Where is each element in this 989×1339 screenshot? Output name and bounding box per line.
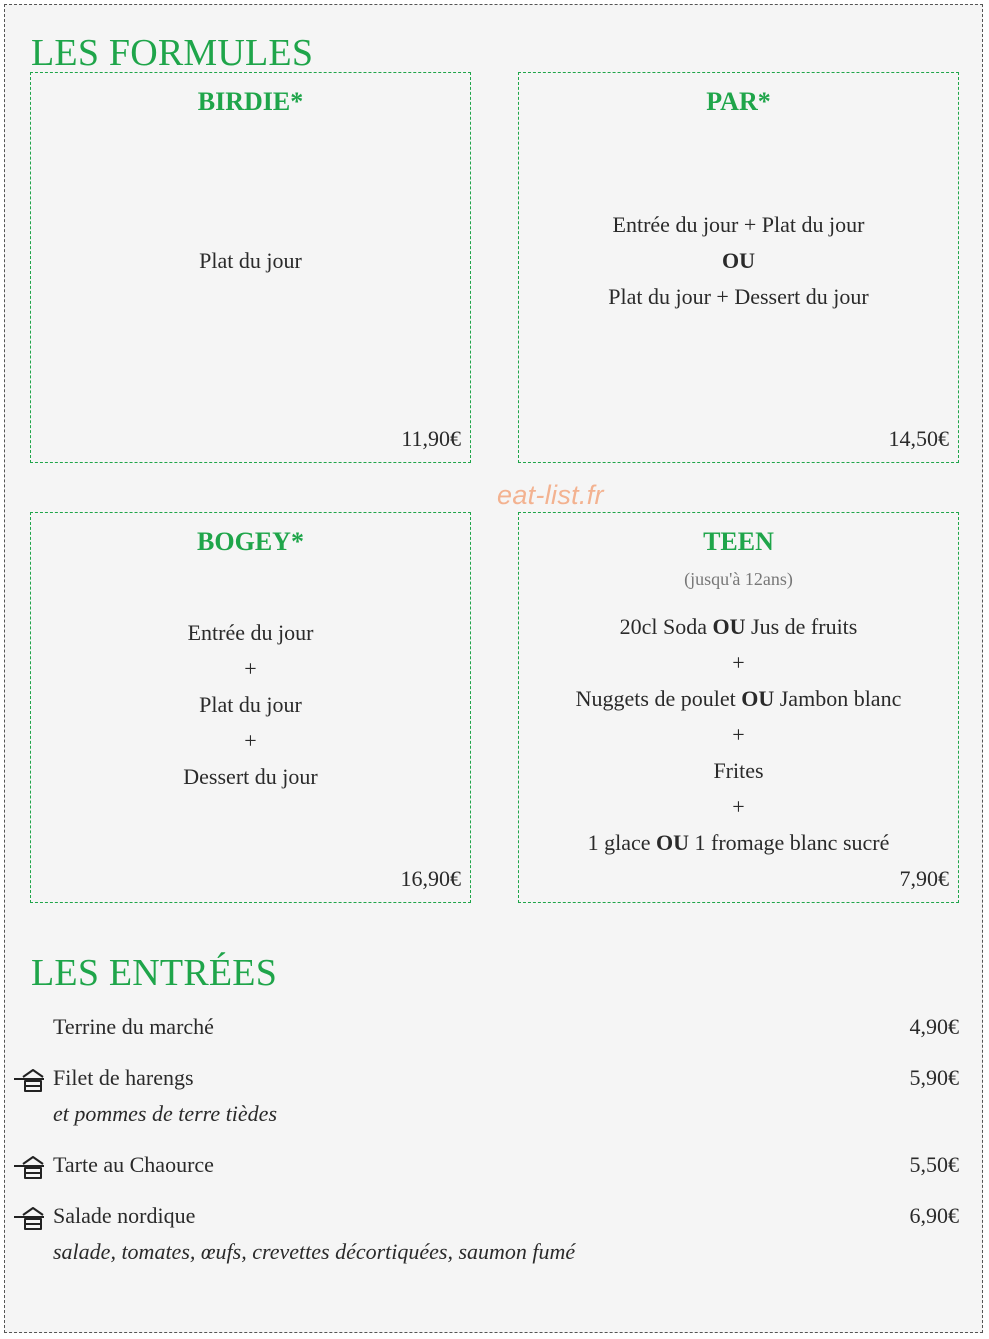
formule-description [519,609,958,861]
menu-item-description: et pommes de terre tièdes [53,1101,278,1126]
formule-name: PAR* [706,87,771,116]
or-keyword: OU [741,686,775,711]
formule-line: 20cl Soda OU Jus de fruits [619,614,858,639]
menu-page [4,4,983,1333]
menu-item-price: 5,90€ [909,1065,959,1090]
formule-line: + [732,650,745,675]
watermark: eat-list.fr [497,480,604,510]
formule-line: Plat du jour [199,692,302,717]
formule-name: BIRDIE* [197,87,304,116]
entrees-section-title: LES ENTRÉES [31,952,278,994]
formule-name: BOGEY* [197,527,304,556]
menu-item-price: 6,90€ [909,1203,959,1228]
formule-line: Dessert du jour [183,764,318,789]
formule-line: + [732,722,745,747]
or-keyword: OU [656,830,690,855]
formule-line: + [244,656,257,681]
house-icon [13,1205,45,1231]
formule-price: 11,90€ [401,426,461,451]
formules-section-title: LES FORMULES [31,32,314,74]
formule-card-par [518,72,959,463]
formule-line: + [732,794,745,819]
menu-item-name: Filet de harengs [53,1065,194,1090]
menu-item-price: 5,50€ [909,1152,959,1177]
house-icon [13,1067,45,1093]
formule-name: TEEN [703,527,774,556]
formule-line: Plat du jour + Dessert du jour [608,284,869,309]
formule-line: Nuggets de poulet OU Jambon blanc [575,686,902,711]
formule-description [519,207,958,315]
formule-line: Plat du jour [199,248,302,273]
or-keyword: OU [722,248,755,273]
menu-item-price: 4,90€ [909,1014,959,1039]
menu-item-description: salade, tomates, œufs, crevettes décortiquées, saumon fumé [53,1239,576,1264]
formule-card-birdie [30,72,471,463]
formule-card-bogey [30,512,471,903]
formule-line: Entrée du jour + Plat du jour [612,212,865,237]
formule-description [31,615,470,795]
formule-line: + [244,728,257,753]
or-keyword: OU [712,614,746,639]
formule-subtitle: (jusqu'à 12ans) [684,569,793,589]
menu-item-name: Terrine du marché [53,1014,214,1039]
formule-line: Frites [713,758,764,783]
formule-line [519,243,958,279]
formule-price: 16,90€ [400,866,461,891]
formule-line: Entrée du jour [187,620,314,645]
house-icon [13,1154,45,1180]
menu-item-name: Tarte au Chaource [53,1152,214,1177]
formule-price: 7,90€ [899,866,949,891]
formule-price: 14,50€ [888,426,949,451]
formule-card-teen [518,512,959,903]
formule-line: 1 glace OU 1 fromage blanc sucré [587,830,890,855]
menu-item-name: Salade nordique [53,1203,196,1228]
formule-description [31,243,470,279]
